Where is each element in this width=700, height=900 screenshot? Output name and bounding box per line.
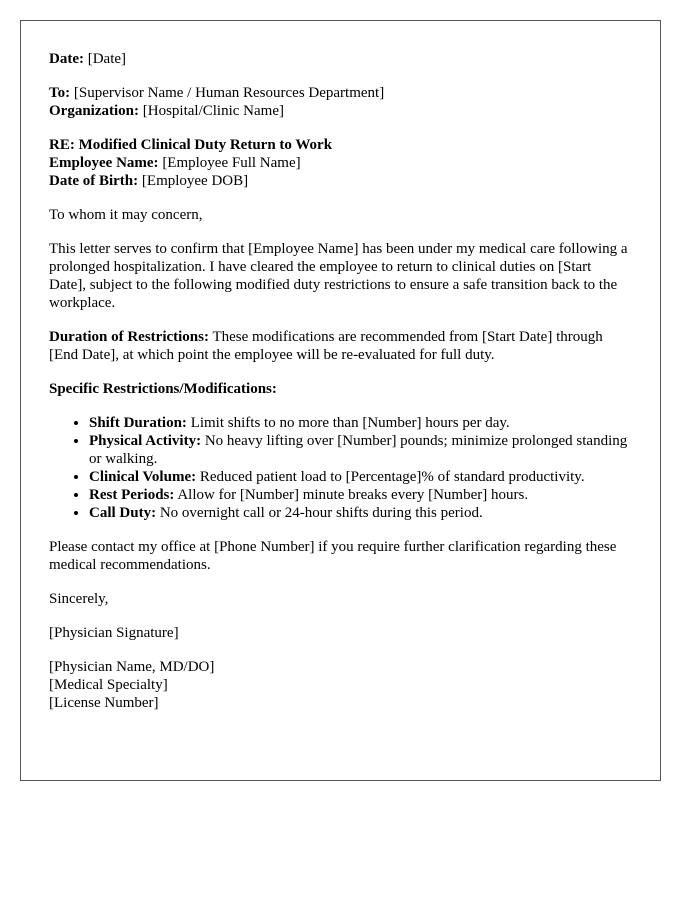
organization-value: [Hospital/Clinic Name] (142, 103, 284, 119)
salutation: To whom it may concern, (49, 207, 203, 223)
restriction-text: No overnight call or 24-hour shifts during this period. (159, 505, 483, 521)
re-line: RE: Modified Clinical Duty Return to Work (49, 137, 333, 153)
to-label: To: (49, 85, 71, 101)
restriction-label: Clinical Volume: (89, 469, 197, 485)
restriction-text: Reduced patient load to [Percentage]% of standard productivity. (199, 469, 585, 485)
restriction-text: Limit shifts to no more than [Number] hours per day. (190, 415, 510, 431)
date-label: Date: (49, 51, 84, 67)
restrictions-heading: Specific Restrictions/Modifications: (49, 381, 277, 397)
intro-paragraph: This letter serves to confirm that [Employee Name] has been under my medical care following a prolonged hospitalization. I have cleared the employee to return to clinical duties on [Start Date], subject to the following modified duty restrictions to ensure a safe transition back to the workplace. (49, 241, 628, 311)
restriction-label: Rest Periods: (89, 487, 175, 503)
list-item (89, 468, 632, 486)
letter-page (20, 20, 661, 781)
dob-label: Date of Birth: (49, 173, 139, 189)
list-item (89, 504, 632, 522)
list-item (89, 486, 632, 504)
signature-placeholder: [Physician Signature] (49, 625, 179, 641)
to-value: [Supervisor Name / Human Resources Department] (73, 85, 385, 101)
duration-text: These modifications are recommended from [Start Date] through [End Date], at which point the employee will be re-evaluated for full duty. (49, 329, 603, 363)
restrictions-list (49, 414, 632, 522)
restriction-text: Allow for [Number] minute breaks every [Number] hours. (177, 487, 529, 503)
physician-name: [Physician Name, MD/DO] (49, 659, 215, 675)
duration-paragraph (49, 328, 632, 364)
restriction-label: Shift Duration: (89, 415, 187, 431)
dob-value: [Employee DOB] (141, 173, 249, 189)
list-item (89, 414, 632, 432)
restriction-label: Call Duty: (89, 505, 157, 521)
organization-label: Organization: (49, 103, 139, 119)
date-line (49, 50, 632, 68)
recipient-block (49, 84, 632, 120)
duration-label: Duration of Restrictions: (49, 329, 209, 345)
subject-block (49, 136, 632, 190)
physician-block (49, 658, 632, 712)
list-item (89, 432, 632, 468)
license-number: [License Number] (49, 695, 159, 711)
sign-off: Sincerely, (49, 591, 109, 607)
restriction-text: No heavy lifting over [Number] pounds; minimize prolonged standing or walking. (89, 433, 628, 467)
contact-paragraph: Please contact my office at [Phone Number] if you require further clarification regarding these medical recommendations. (49, 539, 617, 573)
employee-name-label: Employee Name: (49, 155, 159, 171)
restriction-label: Physical Activity: (89, 433, 202, 449)
employee-name-value: [Employee Full Name] (162, 155, 301, 171)
date-value: [Date] (87, 51, 127, 67)
medical-specialty: [Medical Specialty] (49, 677, 168, 693)
